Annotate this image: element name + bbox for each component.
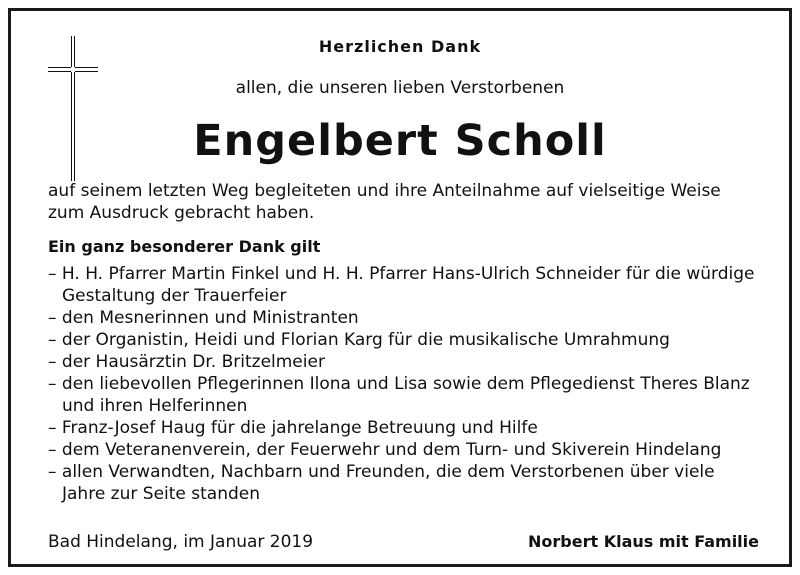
signature: Norbert Klaus mit Familie (528, 532, 759, 551)
list-item: – H. H. Pfarrer Martin Finkel und H. H. Pfarrer Hans-Ulrich Schneider für die würdige Gestaltung der Trauerfeier (48, 263, 763, 307)
list-item: – allen Verwandten, Nachbarn und Freunden, die dem Verstorbenen über viele Jahre zur Seite standen (48, 461, 763, 505)
thanks-heading: Ein ganz besonderer Dank gilt (48, 237, 321, 256)
list-item: – den liebevollen Pflegerinnen Ilona und Lisa sowie dem Pflegedienst Theres Blanz und ihren Helferinnen (48, 373, 763, 417)
list-item: – Franz-Josef Haug für die jahrelange Betreuung und Hilfe (48, 417, 763, 439)
list-item: – der Organistin, Heidi und Florian Karg für die musikalische Umrahmung (48, 329, 763, 351)
obituary-notice (8, 8, 792, 567)
thanks-list (48, 263, 763, 505)
cross-intersection (71, 67, 75, 72)
deceased-name: Engelbert Scholl (193, 116, 607, 166)
notice-body: auf seinem letzten Weg begleiteten und ihre Anteilnahme auf vielseitige Weise zum Ausdruck gebracht haben. (48, 181, 721, 223)
list-item: – den Mesnerinnen und Ministranten (48, 307, 763, 329)
notice-intro: allen, die unseren lieben Verstorbenen (235, 78, 565, 98)
list-item: – dem Veteranenverein, der Feuerwehr und dem Turn- und Skiverein Hindelang (48, 439, 763, 461)
list-item: – der Hausärztin Dr. Britzelmeier (48, 351, 763, 373)
notice-heading: Herzlichen Dank (318, 37, 482, 56)
place-and-date: Bad Hindelang, im Januar 2019 (48, 532, 314, 552)
